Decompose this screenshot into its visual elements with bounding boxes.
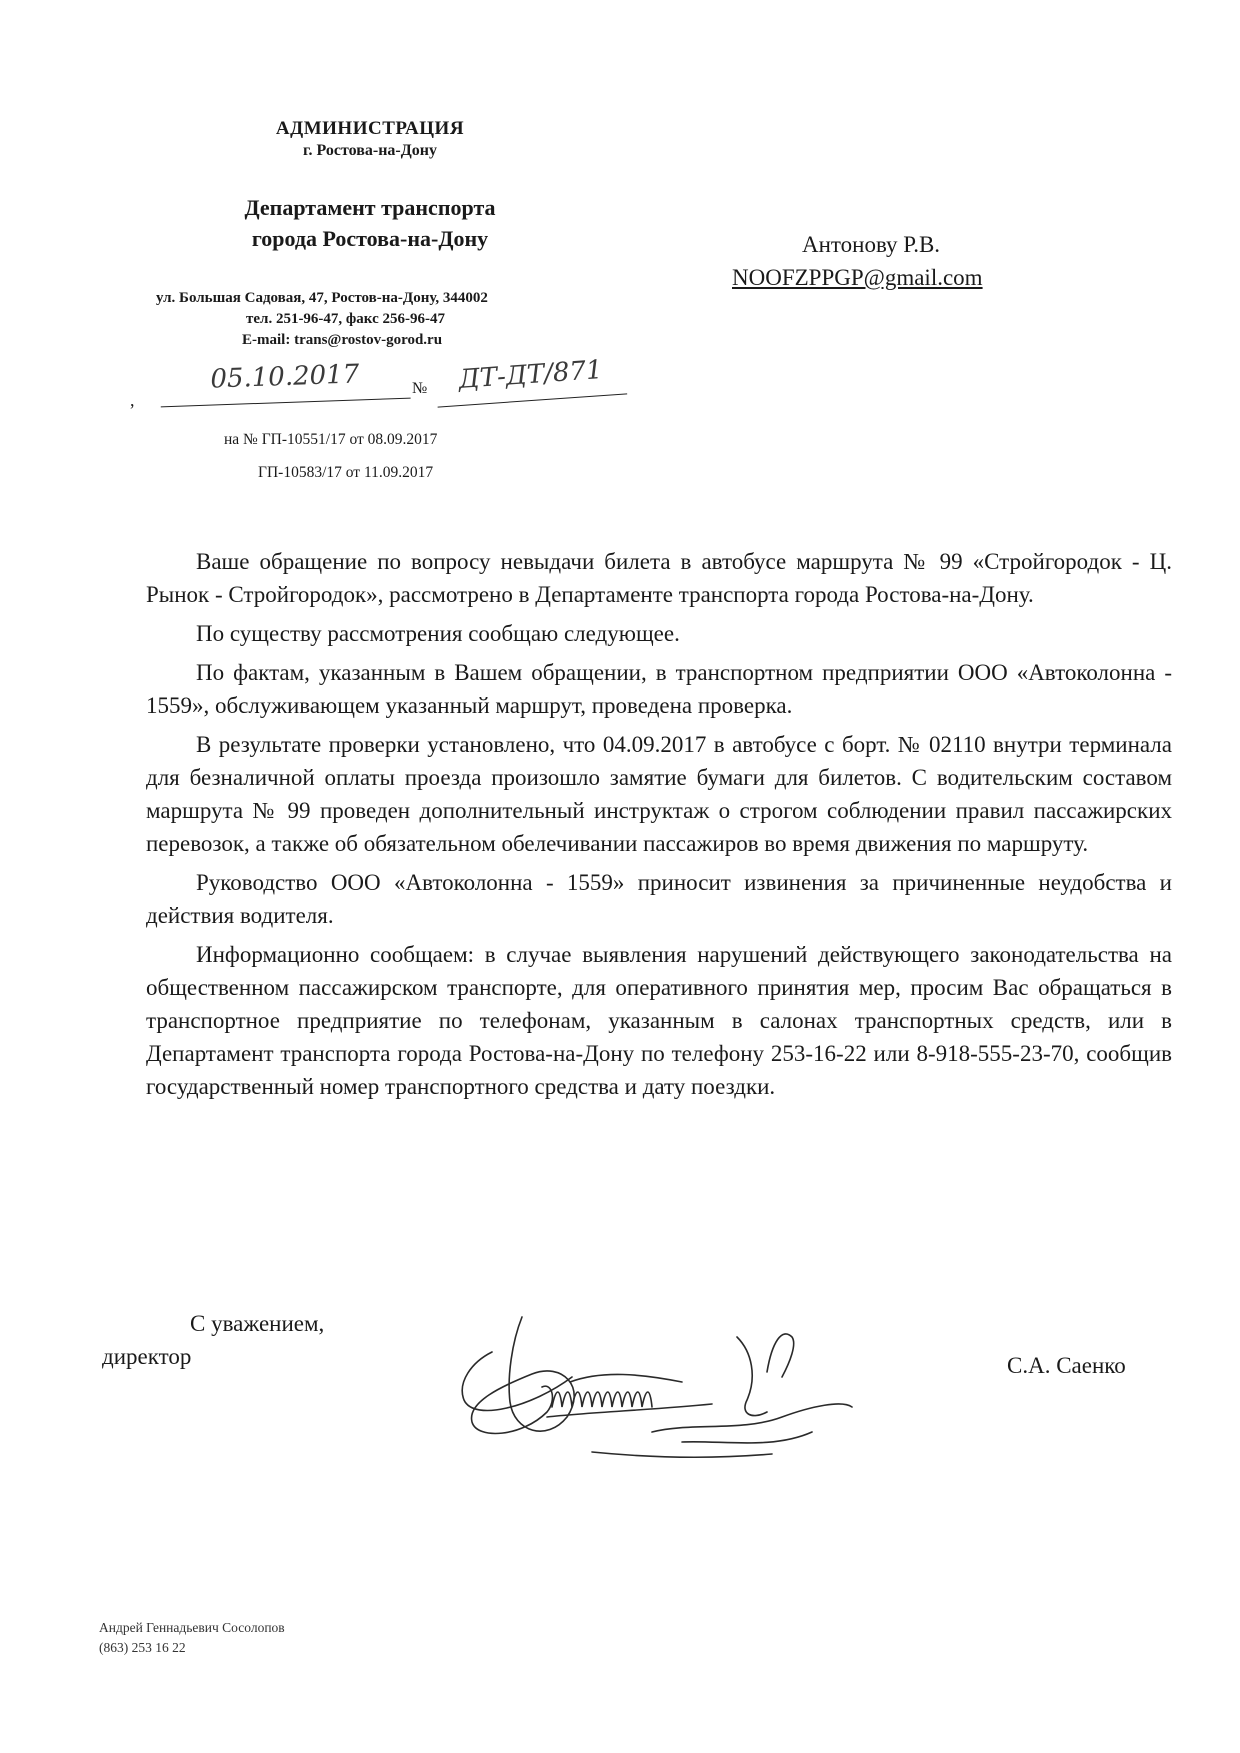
registration-line: [130, 355, 630, 410]
executor-phone: (863) 253 16 22: [99, 1640, 186, 1655]
sender-contacts: [156, 288, 488, 351]
body-paragraph: Руководство ООО «Автоколонна - 1559» приносит извинения за причиненные неудобства и действия водителя.: [146, 870, 1172, 928]
body-paragraph: В результате проверки установлено, что 04.09.2017 в автобусе с борт. № 02110 внутри терминала для безналичной оплаты проезда произошло замятие бумаги для билетов. С водительским составом маршрута № 99 проведен дополнительный инструктаж о строгом соблюдении правил пассажирских перевозок, а также об обязательном обелечивании пассажиров во время движения по маршруту.: [146, 732, 1172, 856]
sender-email: E-mail: trans@rostov-gorod.ru: [242, 332, 443, 348]
outgoing-number: ДТ-ДТ/871: [435, 353, 627, 407]
signer-title: директор: [102, 1344, 192, 1369]
department-name: [130, 192, 610, 254]
org-name: АДМИНИСТРАЦИЯ: [275, 118, 465, 139]
registration-mark: ,: [130, 390, 135, 410]
executor-block: [99, 1618, 285, 1658]
sender-block: [130, 118, 610, 254]
department-line-1: Департамент транспорта: [244, 195, 496, 220]
recipient-email[interactable]: NOOFZPPGP@gmail.com: [732, 265, 983, 290]
outgoing-date: 05.10.2017: [159, 358, 410, 408]
executor-name: Андрей Геннадьевич Сосолопов: [99, 1620, 285, 1635]
letter-body: [146, 545, 1172, 1103]
sender-phones: тел. 251-96-47, факс 256-96-47: [246, 311, 445, 327]
org-city: г. Ростова-на-Дону: [303, 142, 437, 159]
department-line-2: города Ростова-на-Дону: [251, 226, 489, 251]
body-paragraph: Информационно сообщаем: в случае выявления нарушений действующего законодательства на общественном пассажирском транспорте, для оперативного принятия мер, просим Вас обращаться в транспортное предприятие по телефонам, указанным в салонах транспортных средств, или в Департамент транспорта города Ростова-на-Дону по телефону 253-16-22 или 8-918-555-23-70, сообщив государственный номер транспортного средства и дату поездки.: [146, 942, 1172, 1099]
closing-block: [102, 1307, 325, 1373]
reference-block: [224, 423, 437, 489]
reference-line-1: на № ГП-10551/17 от 08.09.2017: [224, 431, 438, 448]
signature-image: [452, 1282, 872, 1472]
signer-name: С.А. Саенко: [1007, 1353, 1126, 1378]
recipient-name: Антонову Р.В.: [802, 232, 941, 257]
sender-address: ул. Большая Садовая, 47, Ростов-на-Дону, 344002: [156, 290, 488, 306]
closing-regards: С уважением,: [190, 1311, 325, 1336]
body-paragraph: По существу рассмотрения сообщаю следующее.: [196, 621, 680, 646]
body-paragraph: По фактам, указанным в Вашем обращении, в транспортном предприятии ООО «Автоколонна - 1559», обслуживающем указанный маршрут, проведена проверка.: [146, 660, 1172, 718]
body-paragraph: Ваше обращение по вопросу невыдачи билета в автобусе маршрута № 99 «Стройгородок - Ц. Рынок - Стройгородок», рассмотрено в Департаменте транспорта города Ростова-на-Дону.: [146, 549, 1172, 607]
reference-line-2: ГП-10583/17 от 11.09.2017: [258, 464, 434, 481]
recipient-block: [650, 228, 1070, 294]
number-label: №: [412, 380, 428, 397]
